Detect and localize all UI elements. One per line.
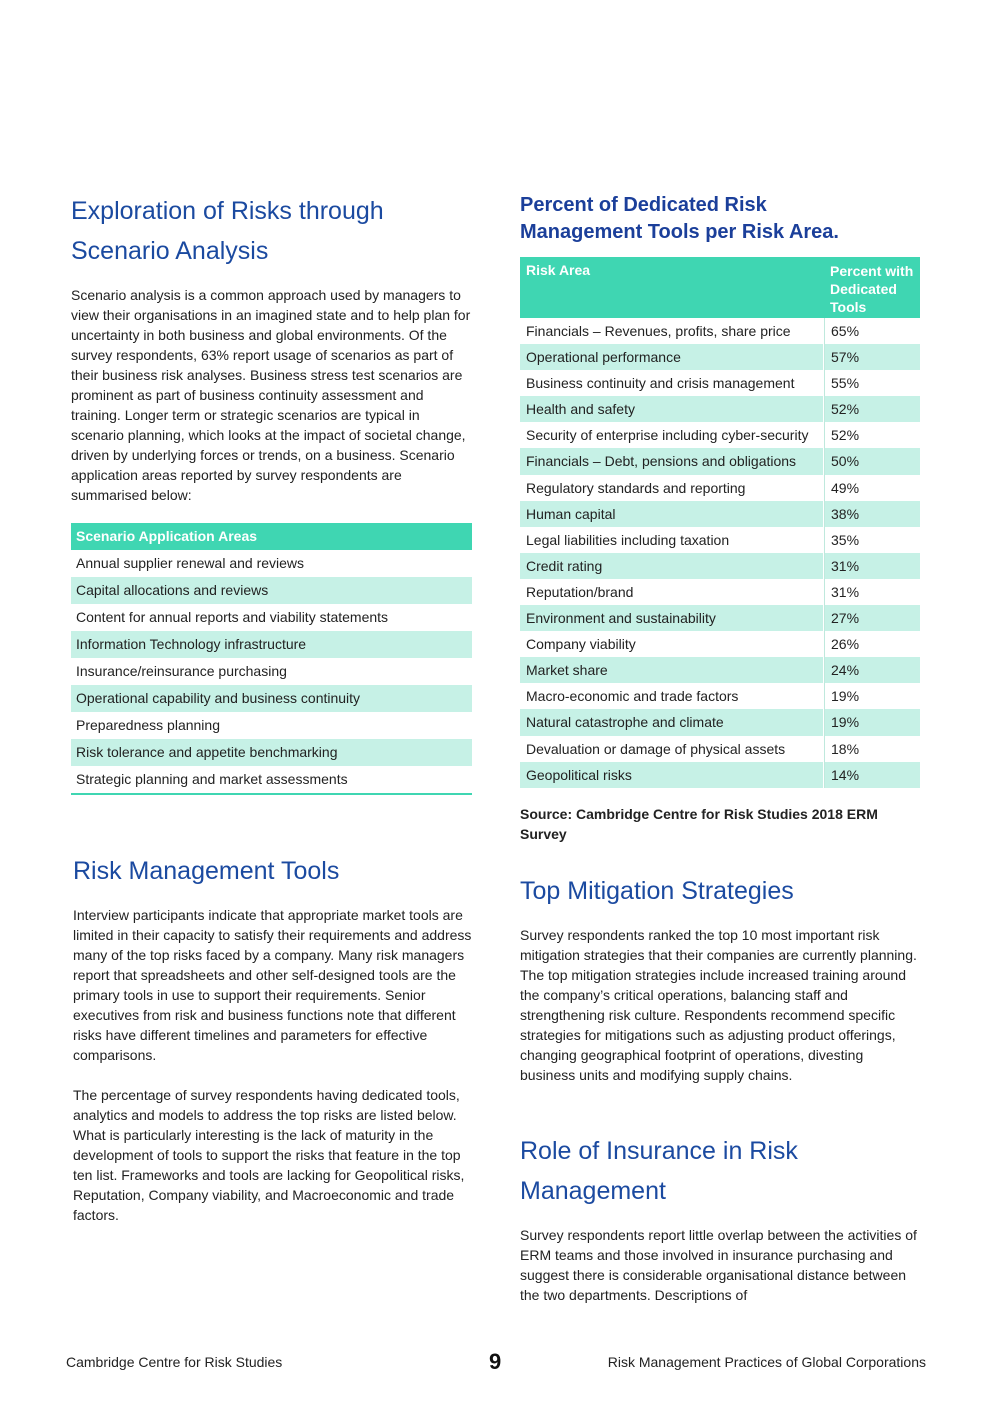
percent-cell: 31% <box>824 553 920 579</box>
tools-table-row <box>520 501 920 527</box>
risk-area-cell: Business continuity and crisis management <box>520 370 824 396</box>
tools-table-row <box>520 683 920 709</box>
tools-table-row <box>520 422 920 448</box>
section-title-line: Scenario Analysis <box>71 237 269 265</box>
percent-cell: 50% <box>824 448 920 474</box>
scenario-table-row: Insurance/reinsurance purchasing <box>76 663 287 679</box>
scenario-table-row: Capital allocations and reviews <box>71 577 472 604</box>
column-header-risk-area: Risk Area <box>526 262 591 278</box>
risk-area-cell: Human capital <box>520 501 824 527</box>
scenario-table-row: Preparedness planning <box>76 717 220 733</box>
risk-area-cell: Operational performance <box>520 344 824 370</box>
scenario-table-row: Risk tolerance and appetite benchmarking <box>71 739 472 766</box>
percent-cell: 57% <box>824 344 920 370</box>
page-number: 9 <box>489 1349 502 1374</box>
percent-cell: 55% <box>824 370 920 396</box>
risk-area-cell: Natural catastrophe and climate <box>520 709 824 735</box>
percent-cell: 52% <box>824 422 920 448</box>
tools-table-title <box>520 192 930 246</box>
scenario-table-row: Information Technology infrastructure <box>71 631 472 658</box>
risk-area-cell: Legal liabilities including taxation <box>520 527 824 553</box>
section-title-line: Role of Insurance in Risk <box>520 1137 798 1165</box>
risk-area-cell: Geopolitical risks <box>520 762 824 788</box>
tools-table-row <box>520 318 920 344</box>
percent-cell: 18% <box>824 736 920 762</box>
risk-area-cell: Reputation/brand <box>520 579 824 605</box>
risk-area-cell: Financials – Debt, pensions and obligations <box>520 448 824 474</box>
risk-area-cell: Devaluation or damage of physical assets <box>520 736 824 762</box>
tools-table-row <box>520 370 920 396</box>
tools-table-row <box>520 553 920 579</box>
scenario-table-row: Strategic planning and market assessments <box>76 771 348 787</box>
percent-cell: 38% <box>824 501 920 527</box>
table-source-note: Source: Cambridge Centre for Risk Studies 2018 ERM Survey <box>520 806 878 842</box>
tools-table-title-line: Management Tools per Risk Area. <box>520 221 839 243</box>
risk-area-cell: Environment and sustainability <box>520 605 824 631</box>
risk-area-cell: Health and safety <box>520 396 824 422</box>
risk-area-cell: Credit rating <box>520 553 824 579</box>
percent-cell: 52% <box>824 396 920 422</box>
percent-cell: 31% <box>824 579 920 605</box>
percent-cell: 49% <box>824 475 920 501</box>
percent-cell: 24% <box>824 657 920 683</box>
risk-tools-paragraph-2: The percentage of survey respondents having dedicated tools, analytics and models to address the top risks are listed below. What is particularly interesting is the lack of maturity in the development of tools to support the risks that feature in the top ten list. Frameworks and tools are lacking for Geopolitical risks, Reputation, Company viability, and Macroeconomic and trade factors. <box>73 1087 465 1223</box>
section-title-scenario-analysis <box>71 191 481 271</box>
scenario-table-row: Annual supplier renewal and reviews <box>76 555 305 571</box>
column-header-percent: Percent with Dedicated Tools <box>830 263 914 315</box>
footer-organisation: Cambridge Centre for Risk Studies <box>66 1354 283 1370</box>
percent-cell: 27% <box>824 605 920 631</box>
tools-table-row <box>520 762 920 788</box>
tools-table-row <box>520 448 920 474</box>
scenario-analysis-paragraph: Scenario analysis is a common approach used by managers to view their organisations in an imagined state and to help plan for uncertainty in both business and global environments. Of the survey respondents, 63% report usage of scenarios as part of their business risk analyses. Business stress test scenarios are prominent as part of business continuity assessment and training. Longer term or strategic scenarios are typical in scenario planning, which looks at the impact of societal change, driven by underlying forces or trends, on a business. Scenario application areas reported by survey respondents are summarised below: <box>71 287 471 503</box>
tools-table-row <box>520 527 920 553</box>
risk-area-cell: Regulatory standards and reporting <box>520 475 824 501</box>
risk-area-cell: Company viability <box>520 631 824 657</box>
scenario-table-bottom-rule <box>71 793 472 795</box>
section-title-line: Exploration of Risks through <box>71 197 384 225</box>
scenario-table <box>71 523 472 795</box>
percent-cell: 26% <box>824 631 920 657</box>
percent-cell: 35% <box>824 527 920 553</box>
insurance-paragraph: Survey respondents report little overlap between the activities of ERM teams and those involved in insurance purchasing and suggest there is considerable organisational distance between the two departments. Descriptions of <box>520 1227 917 1303</box>
percent-cell: 14% <box>824 762 920 788</box>
risk-area-cell: Security of enterprise including cyber-security <box>520 422 824 448</box>
section-title-top-mitigation: Top Mitigation Strategies <box>520 877 794 905</box>
scenario-table-header: Scenario Application Areas <box>71 523 472 550</box>
footer-report-title: Risk Management Practices of Global Corporations <box>607 1354 926 1370</box>
tools-table-row <box>520 344 920 370</box>
scenario-table-row: Operational capability and business continuity <box>71 685 472 712</box>
risk-area-cell: Market share <box>520 657 824 683</box>
tools-table-body <box>520 318 920 788</box>
section-title-role-of-insurance <box>520 1131 930 1211</box>
section-title-risk-management-tools: Risk Management Tools <box>73 857 340 885</box>
tools-table-row <box>520 657 920 683</box>
tools-table-row <box>520 709 920 735</box>
tools-table-header <box>520 257 920 318</box>
tools-table-row <box>520 631 920 657</box>
risk-area-cell: Macro-economic and trade factors <box>520 683 824 709</box>
percent-cell: 19% <box>824 709 920 735</box>
risk-area-cell: Financials – Revenues, profits, share price <box>520 318 824 344</box>
tools-table-row <box>520 475 920 501</box>
tools-table-row <box>520 736 920 762</box>
tools-table <box>520 257 920 788</box>
percent-cell: 65% <box>824 318 920 344</box>
tools-table-row <box>520 605 920 631</box>
tools-table-title-line: Percent of Dedicated Risk <box>520 194 767 216</box>
tools-table-row <box>520 396 920 422</box>
percent-cell: 19% <box>824 683 920 709</box>
section-title-line: Management <box>520 1177 666 1205</box>
risk-tools-paragraph-1: Interview participants indicate that appropriate market tools are limited in their capacity to satisfy their requirements and address many of the top risks faced by a company. Many risk managers report that spreadsheets and other self-designed tools are the primary tools in use to support their requirements. Senior executives from risk and business functions note that different risks have different timelines and parameters for effective comparisons. <box>73 907 472 1063</box>
scenario-table-row: Content for annual reports and viability statements <box>76 609 389 625</box>
mitigation-paragraph: Survey respondents ranked the top 10 most important risk mitigation strategies that their companies are currently planning. The top mitigation strategies include increased training around the company’s critical operations, balancing staff and strengthening risk culture. Respondents recommend specific strategies for mitigations such as adjusting product offerings, changing geographical footprint of operations, divesting business units and modifying supply chains. <box>520 927 917 1083</box>
tools-table-row <box>520 579 920 605</box>
